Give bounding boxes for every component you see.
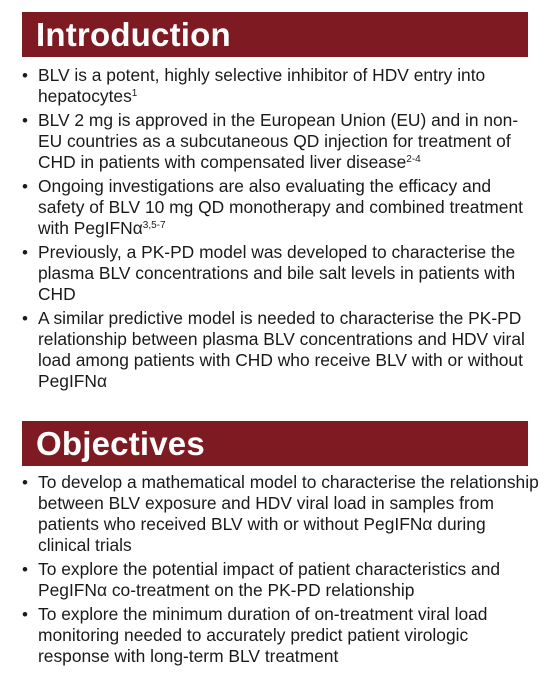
reference-superscript: 2-4 [406, 154, 421, 165]
bullet-text: To develop a mathematical model to characterise the relationship between BLV exposure and HDV viral load in samples from patients who received BLV with or without PegIFNα during clinical trials [38, 472, 539, 555]
list-item [22, 308, 542, 392]
bullet-text: Ongoing investigations are also evaluating the efficacy and safety of BLV 10 mg QD monotherapy and combined treatment with PegIFNα [38, 176, 523, 238]
list-item [22, 110, 542, 173]
bullet-text: BLV is a potent, highly selective inhibitor of HDV entry into hepatocytes [38, 65, 486, 106]
introduction-heading: Introduction [22, 12, 528, 57]
reference-superscript: 3,5-7 [142, 220, 166, 231]
objectives-bullet-list [22, 472, 542, 670]
list-item [22, 242, 542, 305]
list-item [22, 559, 542, 601]
list-item [22, 472, 542, 556]
list-item [22, 604, 542, 667]
bullet-text: To explore the potential impact of patient characteristics and PegIFNα co-treatment on the PK-PD relationship [38, 559, 501, 600]
reference-superscript: 1 [131, 88, 138, 99]
introduction-bullet-list [22, 65, 542, 395]
list-item [22, 176, 542, 239]
list-item [22, 65, 542, 107]
bullet-text: A similar predictive model is needed to characterise the PK-PD relationship between plasma BLV concentrations and HDV viral load among patients with CHD who receive BLV with or without PegIFNα [38, 308, 525, 391]
bullet-text: To explore the minimum duration of on-treatment viral load monitoring needed to accurately predict patient virologic response with long-term BLV treatment [38, 604, 488, 666]
bullet-text: Previously, a PK-PD model was developed to characterise the plasma BLV concentrations and bile salt levels in patients with CHD [38, 242, 516, 304]
objectives-heading: Objectives [22, 421, 528, 466]
bullet-text: BLV 2 mg is approved in the European Union (EU) and in non-EU countries as a subcutaneous QD injection for treatment of CHD in patients with compensated liver disease [38, 110, 519, 172]
